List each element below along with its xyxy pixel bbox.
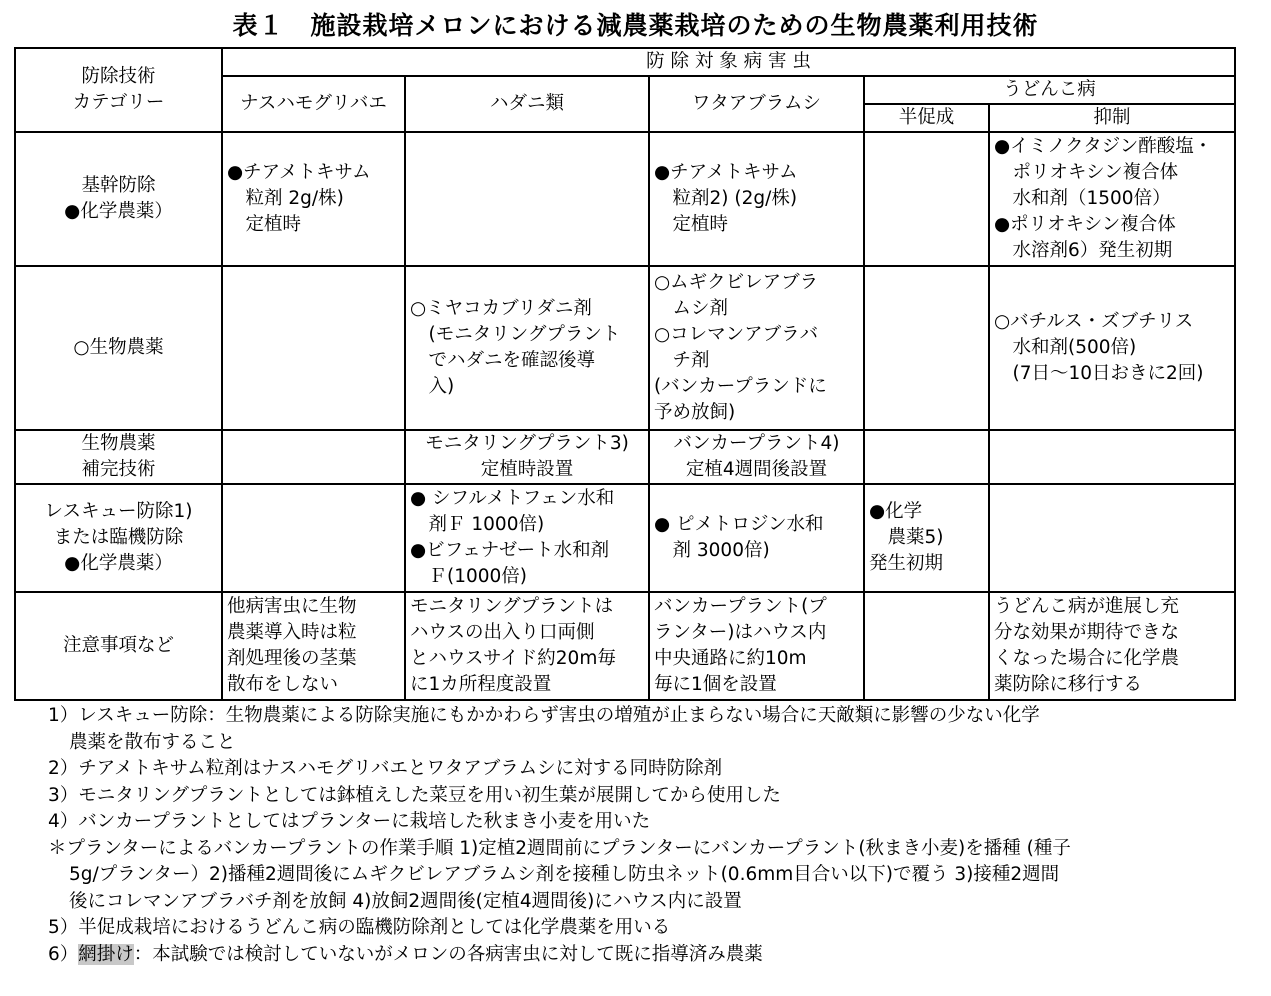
header-c2: ハダニ類: [405, 76, 649, 132]
row-label: 生物農薬 補完技術: [15, 430, 222, 484]
table-cell-c4b: ○バチルス・ズブチリス 水和剤(500倍) (7日～10日おきに2回): [989, 266, 1235, 430]
footnotes: [48, 703, 1258, 968]
table-cell-c2: ○ミヤコカブリダニ剤 (モニタリングプラント でハダニを確認後導 入): [405, 266, 649, 430]
header-c4: うどんこ病: [864, 76, 1235, 104]
table-cell-c1: [222, 430, 405, 484]
header-c4a: 半促成: [864, 104, 989, 132]
table-cell-c4a: [864, 132, 989, 266]
footnote-line: 5g/プランター）2)播種2週間後にムギクビレアブラムシ剤を接種し防虫ネット(0.6mm目合い以下)で覆う 3)接種2週間: [69, 864, 1060, 885]
table-title: 表１ 施設栽培メロンにおける減農薬栽培のための生物農薬利用技術: [232, 11, 1039, 40]
table-cell-c1: 他病害虫に生物 農薬導入時は粒 剤処理後の茎葉 散布をしない: [222, 592, 405, 700]
row-label: 注意事項など: [15, 592, 222, 700]
row-label: 基幹防除 ●化学農薬）: [15, 132, 222, 266]
table-cell-c4a: [864, 592, 989, 700]
table-cell-c3: バンカープラント(プ ランター)はハウス内 中央通路に約10m 毎に1個を設置: [649, 592, 864, 700]
footnote-line: 農薬を散布すること: [69, 731, 236, 753]
table-cell-c4b: [989, 430, 1235, 484]
table-row: [15, 592, 1235, 700]
table-cell-c4b: ●イミノクタジン酢酸塩・ ポリオキシン複合体 水和剤（1500倍） ●ポリオキシン複合体 水溶剤6）発生初期: [989, 132, 1235, 266]
footnote-line: 5）半促成栽培におけるうどんこ病の臨機防除剤としては化学農薬を用いる: [48, 917, 671, 938]
footnote-line: 2）チアメトキサム粒剤はナスハモグリバエとワタアブラムシに対する同時防除剤: [48, 758, 723, 779]
footnote-line: ＊プランターによるバンカープラントの作業手順 1)定植2週間前にプランターにバンカープラント(秋まき小麦)を播種 (種子: [48, 837, 1071, 859]
table-cell-c4b: [989, 484, 1235, 592]
table-row: [15, 430, 1235, 484]
table-row: [15, 266, 1235, 430]
table-cell-c4a: ●化学 農薬5) 発生初期: [864, 484, 989, 592]
table-cell-c3: ●チアメトキサム 粒剤2) (2g/株) 定植時: [649, 132, 864, 266]
footnote-6: 6）網掛け：本試験では検討していないがメロンの各病害虫に対して既に指導済み農薬: [48, 943, 763, 965]
row-label: レスキュー防除1) または臨機防除 ●化学農薬）: [15, 484, 222, 592]
header-c3: ワタアブラムシ: [649, 76, 864, 132]
footnote-line: 後にコレマンアブラバチ剤を放飼 4)放飼2週間後(定植4週間後)にハウス内に設置: [69, 890, 742, 912]
footnote-line: 4）バンカープラントとしてはプランターに栽培した秋まき小麦を用いた: [48, 811, 651, 832]
table-cell-c1: [222, 266, 405, 430]
footnote-line: 3）モニタリングプラントとしては鉢植えした菜豆を用い初生葉が展開してから使用した: [48, 784, 781, 806]
pesticide-table: [14, 47, 1236, 701]
header-target-group: 防 除 対 象 病 害 虫: [222, 48, 1235, 76]
footnote-line: 1）レスキュー防除：生物農薬による防除実施にもかかわらず害虫の増殖が止まらない場合に天敵類に影響の少ない化学: [48, 705, 1040, 726]
table-cell-c4a: [864, 430, 989, 484]
table-row: [15, 484, 1235, 592]
table-cell-c4a: [864, 266, 989, 430]
table-cell-c2: モニタリングプラント3) 定植時設置: [405, 430, 649, 484]
header-c4b: 抑制: [989, 104, 1235, 132]
table-cell-c2: モニタリングプラントは ハウスの出入り口両側 とハウスサイド約20m毎 に1カ所程度設置: [405, 592, 649, 700]
table-cell-c1: ●チアメトキサム 粒剤 2g/株) 定植時: [222, 132, 405, 266]
header-c1: ナスハモグリバエ: [222, 76, 405, 132]
table-cell-c3: バンカープラント4) 定植4週間後設置: [649, 430, 864, 484]
header-category: 防除技術 カテゴリー: [15, 48, 222, 132]
table-row: [15, 132, 1235, 266]
table-cell-c3: ○ムギクビレアブラ ムシ剤 ○コレマンアブラバ チ剤 (バンカープランドに 予め放飼): [649, 266, 864, 430]
row-label: ○生物農薬: [15, 266, 222, 430]
table-cell-c3: ● ピメトロジン水和 剤 3000倍): [649, 484, 864, 592]
highlight-legend: 網掛け: [78, 943, 134, 965]
header-row-1: [15, 48, 1235, 76]
table-cell-c2: ● シフルメトフェン水和 剤Ｆ 1000倍) ●ビフェナゼート水和剤 Ｆ(1000倍): [405, 484, 649, 592]
table-cell-c2: [405, 132, 649, 266]
table-cell-c4b: うどんこ病が進展し充 分な効果が期待できな くなった場合に化学農 薬防除に移行する: [989, 592, 1235, 700]
table-cell-c1: [222, 484, 405, 592]
